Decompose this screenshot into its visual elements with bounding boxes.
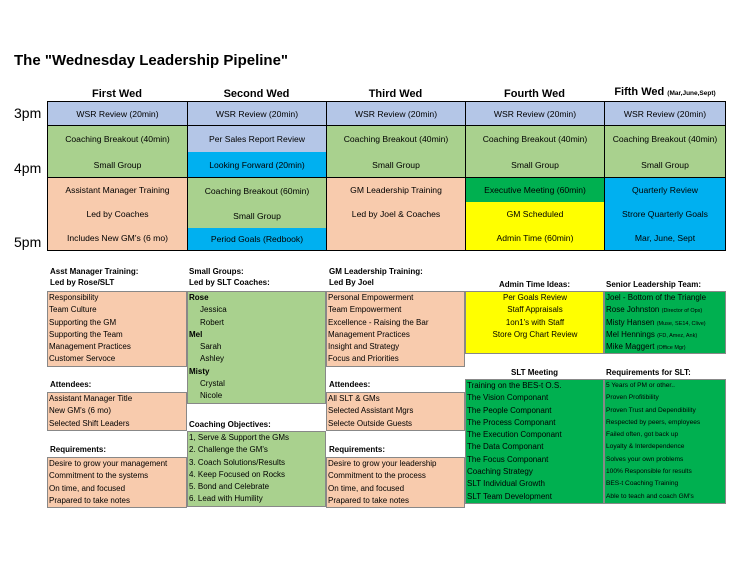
- list-item: The Vision Componant: [467, 393, 549, 403]
- fourth-coaching-block: [466, 126, 604, 178]
- first-includes: Includes New GM's (6 mo): [67, 233, 168, 243]
- fifth-quarterly-goals: Strore Quarterly Goals: [622, 209, 708, 219]
- list-item: 5 Years of PM or other..: [606, 382, 675, 389]
- gm-attendees-list: [326, 392, 465, 431]
- list-item: Commitment to the systems: [49, 471, 149, 481]
- senior-member-name: Misty Hansen: [606, 317, 655, 327]
- list-item: Supporting the GM: [49, 317, 117, 327]
- small-groups-title: Small Groups:: [189, 267, 244, 276]
- fourth-executive-meeting: Executive Meeting (60min): [466, 178, 604, 202]
- time-label-3pm: 3pm: [14, 105, 42, 121]
- senior-member-role: (Office Mgr): [656, 345, 686, 352]
- coaching-objectives-list: [187, 431, 326, 507]
- list-item: Proven Trust and Dependibility: [606, 406, 696, 414]
- list-item: Excellence - Raising the Bar: [328, 317, 429, 327]
- gm-requirements-list: [326, 457, 465, 508]
- list-item: The Execution Componant: [467, 430, 562, 440]
- senior-member-role: (FD, Amez, Ank): [657, 332, 698, 339]
- list-item: 5. Bond and Celebrate: [189, 482, 270, 492]
- list-item: The Process Componant: [467, 417, 556, 427]
- senior-member-name: Mike Maggert: [606, 342, 655, 352]
- fifth-coaching-breakout: Coaching Breakout (40min): [612, 134, 718, 144]
- senior-member-name: Joel - Bottom of the Triangle: [606, 293, 707, 302]
- second-coaching-breakout: Coaching Breakout (60min): [204, 185, 310, 196]
- list-item: 4. Keep Focused on Rocks: [189, 469, 286, 479]
- second-coaching-block: [188, 178, 326, 228]
- page-title: The "Wednesday Leadership Pipeline": [14, 52, 289, 69]
- third-led-by: Led by Joel & Coaches: [351, 209, 441, 219]
- gm-topics-list: [326, 291, 465, 367]
- list-item: 3. Coach Solutions/Results: [189, 457, 286, 467]
- column-header-fourth: Fourth Wed: [504, 88, 565, 100]
- column-header-fifth: [604, 86, 726, 98]
- group-member: Jessica: [200, 305, 227, 315]
- list-item: Commitment to the process: [328, 471, 426, 481]
- second-wsr-review: WSR Review (20min): [188, 102, 326, 126]
- first-small-group: Small Group: [93, 160, 142, 170]
- third-gm-training: GM Leadership Training: [350, 185, 442, 195]
- third-coaching-breakout: Coaching Breakout (40min): [343, 134, 449, 144]
- fourth-small-group: Small Group: [511, 160, 559, 170]
- first-asst-training: Assistant Manager Training: [65, 185, 170, 195]
- list-item: Desire to grow your leadership: [328, 459, 437, 468]
- column-header-first: First Wed: [92, 88, 142, 100]
- list-item: Selected Shift Leaders: [49, 418, 130, 428]
- list-item: The Data Componant: [467, 442, 544, 452]
- list-item: Team Empowerment: [328, 305, 402, 315]
- list-item: Respected by peers, employees: [606, 418, 701, 426]
- grid-divider: [48, 177, 725, 178]
- list-item: Management Practices: [49, 342, 131, 352]
- first-asst-training-block: [48, 178, 187, 250]
- list-item: On time, and focused: [328, 483, 405, 493]
- admin-ideas-list: [465, 291, 604, 354]
- gm-requirements-label: Requirements:: [329, 445, 386, 454]
- third-coaching-block: [327, 126, 465, 178]
- asst-attendees-label: Attendees:: [50, 380, 92, 389]
- slt-meeting-heading: SLT Meeting: [511, 368, 558, 377]
- slt-meeting-list: [465, 379, 604, 504]
- group-member: Sarah: [200, 342, 222, 352]
- list-item: Team Culture: [49, 305, 97, 315]
- list-item: Management Practices: [328, 329, 410, 339]
- fourth-gm-scheduled: GM Scheduled: [506, 209, 564, 219]
- list-item: Customer Servoce: [49, 354, 116, 364]
- list-item: 1, Serve & Support the GMs: [189, 433, 290, 442]
- list-item: Prapared to take notes: [49, 495, 130, 505]
- list-item: Proven Profitibility: [606, 394, 659, 402]
- list-item: 100% Responsible for results: [606, 468, 692, 476]
- second-small-group: Small Group: [233, 210, 281, 221]
- second-period-goals: Period Goals (Redbook): [188, 228, 326, 250]
- list-item: The Focus Componant: [467, 454, 549, 464]
- column-header-fifth-note: (Mar,June,Sept): [667, 90, 716, 97]
- fifth-months: Mar, June, Sept: [634, 233, 696, 243]
- list-item: Selecte Outside Guests: [328, 418, 413, 428]
- gm-heading: [329, 266, 423, 288]
- fifth-quarterly-review: Quarterly Review: [632, 185, 698, 195]
- senior-member: [605, 304, 725, 316]
- asst-requirements-label: Requirements:: [50, 445, 107, 454]
- list-item: Staff Appraisals: [507, 305, 563, 315]
- column-header-fifth-label: Fifth Wed: [614, 86, 665, 98]
- slt-requirements-heading: Requirements for SLT:: [606, 368, 691, 377]
- gm-attendees-label: Attendees:: [329, 380, 371, 389]
- asst-requirements-list: [47, 457, 187, 508]
- senior-member-role: (Muse, SE14, Clive): [656, 320, 706, 327]
- list-item: Coaching Strategy: [467, 467, 533, 477]
- list-item: Personal Empowerment: [328, 293, 414, 302]
- asst-heading: [50, 266, 138, 288]
- senior-member-name: Rose Johnston: [606, 305, 660, 315]
- fifth-quarterly-block: [605, 178, 725, 250]
- list-item: Assistant Manager Title: [49, 394, 133, 403]
- first-coaching-block: [48, 126, 187, 178]
- asst-attendees-list: [47, 392, 187, 431]
- list-item: Prapared to take notes: [328, 495, 409, 505]
- list-item: 2. Challenge the GM's: [189, 445, 268, 455]
- group-member: Crystal: [200, 379, 225, 389]
- first-led-by: Led by Coaches: [86, 209, 149, 219]
- fourth-coaching-breakout: Coaching Breakout (40min): [482, 134, 588, 144]
- list-item: SLT Individual Growth: [467, 479, 545, 489]
- group-leader-mel: Mel: [189, 329, 203, 339]
- senior-member-name: Mel Hennings: [606, 329, 655, 339]
- list-item: Focus and Priorities: [328, 354, 399, 364]
- column-header-third: Third Wed: [368, 88, 423, 100]
- list-item: Solves your own problems: [606, 455, 684, 463]
- list-item: Store Org Chart Review: [492, 329, 578, 339]
- admin-heading: Admin Time Ideas:: [499, 280, 570, 289]
- small-groups-list: [187, 291, 326, 404]
- list-item: New GM's (6 mo): [49, 406, 111, 416]
- list-item: Responsibility: [49, 293, 99, 302]
- list-item: Per Goals Review: [502, 293, 568, 302]
- list-item: BES-t Coaching Training: [606, 480, 679, 488]
- list-item: Able to teach and coach GM's: [606, 492, 694, 500]
- second-looking-forward: Looking Forward (20min): [188, 152, 326, 178]
- list-item: 1on1's with Staff: [505, 317, 565, 327]
- list-item: All SLT & GMs: [328, 394, 380, 403]
- list-item: Supporting the Team: [49, 329, 123, 339]
- group-member: Nicole: [200, 391, 223, 401]
- third-small-group: Small Group: [372, 160, 420, 170]
- fifth-coaching-block: [605, 126, 725, 178]
- coaching-objectives-label: Coaching Objectives:: [189, 420, 271, 429]
- first-wsr-review: WSR Review (20min): [48, 102, 187, 126]
- list-item: Desire to grow your management: [49, 459, 168, 468]
- list-item: Loyalty & Interdependence: [606, 443, 685, 451]
- column-header-second: Second Wed: [223, 88, 290, 100]
- fifth-wsr-review: WSR Review (20min): [605, 102, 725, 126]
- list-item: On time, and focused: [49, 483, 126, 493]
- senior-member: [605, 341, 725, 353]
- small-groups-led-by: Led by SLT Coaches:: [189, 278, 270, 287]
- group-member: Ashley: [200, 354, 225, 364]
- senior-member: [605, 292, 725, 304]
- list-item: 6. Lead with Humility: [189, 494, 263, 504]
- senior-member: [605, 329, 725, 341]
- list-item: SLT Team Development: [467, 491, 552, 501]
- schedule-grid: [47, 101, 726, 251]
- gm-heading-title: GM Leadership Training:: [329, 267, 423, 276]
- fifth-small-group: Small Group: [641, 160, 689, 170]
- list-item: The People Componant: [467, 405, 552, 415]
- third-wsr-review: WSR Review (20min): [327, 102, 465, 126]
- fourth-admin-block: [466, 202, 604, 250]
- senior-members-list: [604, 291, 726, 354]
- time-label-5pm: 5pm: [14, 234, 42, 250]
- asst-topics-list: [47, 291, 187, 367]
- list-item: Insight and Strategy: [328, 342, 400, 352]
- fourth-admin-time: Admin Time (60min): [496, 233, 574, 243]
- senior-heading: Senior Leadership Team:: [606, 280, 701, 289]
- senior-member-role: (Director of Ops): [661, 308, 703, 315]
- small-groups-heading: [189, 266, 270, 288]
- slt-requirements-list: [604, 379, 726, 504]
- second-sales-report: Per Sales Report Review: [188, 126, 326, 152]
- time-label-4pm: 4pm: [14, 160, 42, 176]
- asst-heading-led-by: Led by Rose/SLT: [50, 278, 115, 287]
- group-member: Robert: [200, 317, 225, 327]
- grid-divider: [48, 125, 725, 126]
- first-coaching-breakout: Coaching Breakout (40min): [65, 134, 170, 144]
- gm-heading-led-by: Led By Joel: [329, 278, 374, 287]
- list-item: Failed often, got back up: [606, 431, 679, 439]
- asst-heading-title: Asst Manager Training:: [50, 267, 139, 276]
- group-leader-misty: Misty: [189, 366, 210, 376]
- fourth-wsr-review: WSR Review (20min): [466, 102, 604, 126]
- group-leader-rose: Rose: [189, 293, 209, 302]
- list-item: Training on the BES-t O.S.: [467, 381, 562, 390]
- senior-member: [605, 317, 725, 329]
- third-gm-training-block: [327, 178, 465, 250]
- list-item: Selected Assistant Mgrs: [328, 406, 414, 416]
